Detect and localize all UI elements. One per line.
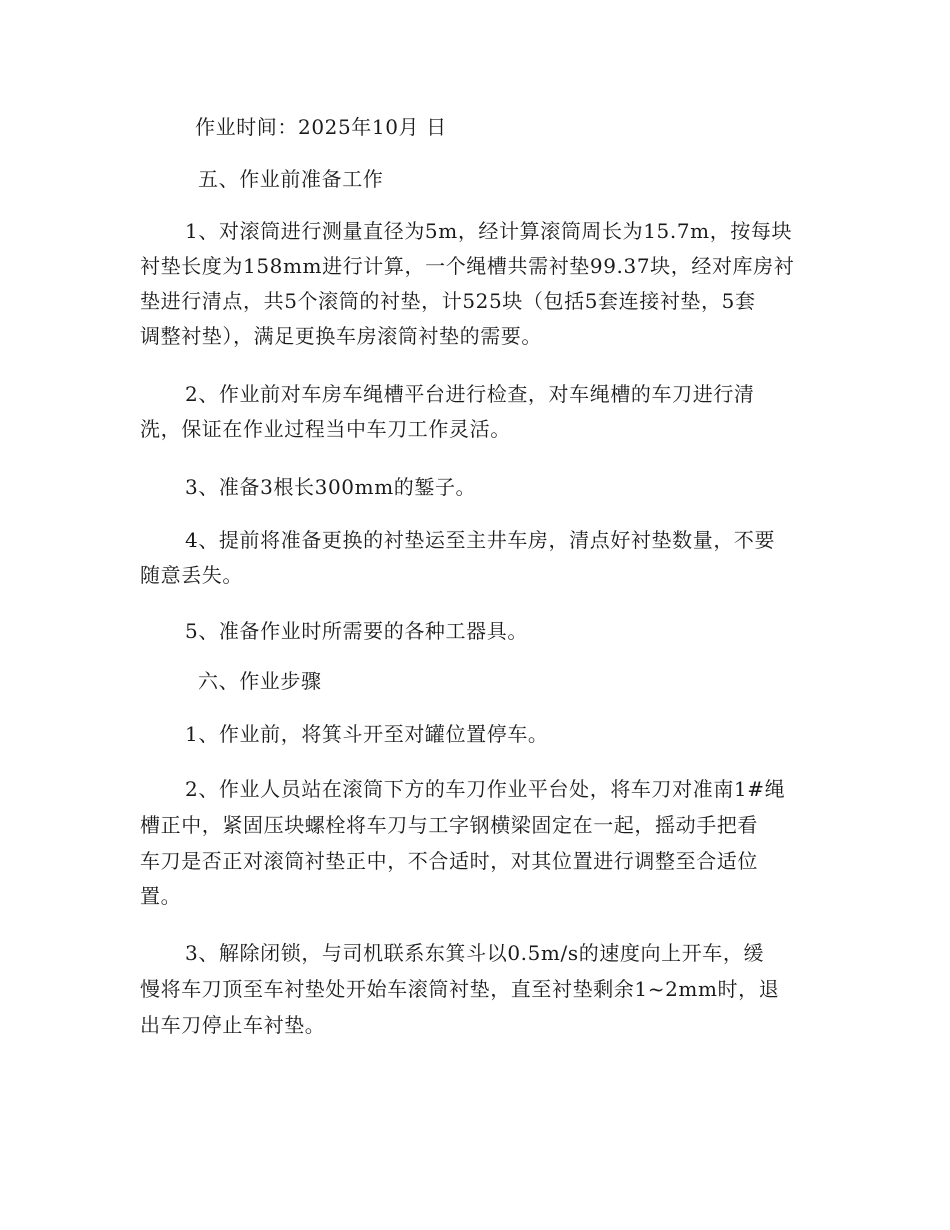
paragraph-line: 衬垫长度为158mm进行计算，一个绳槽共需衬垫99.37块，经对库房衬 bbox=[140, 254, 795, 278]
work-time: 作业时间：2025年10月 日 bbox=[195, 115, 447, 139]
paragraph-line: 2、作业前对车房车绳槽平台进行检查，对车绳槽的车刀进行清 bbox=[185, 382, 755, 406]
paragraph-line: 调整衬垫），满足更换车房滚筒衬垫的需要。 bbox=[140, 324, 542, 348]
paragraph-line: 垫进行清点，共5个滚筒的衬垫，计525块（包括5套连接衬垫，5套 bbox=[140, 289, 756, 313]
paragraph-line: 慢将车刀顶至车衬垫处开始车滚筒衬垫，直至衬垫剩余1~2mm时，退 bbox=[140, 977, 780, 1001]
paragraph-line: 车刀是否正对滚筒衬垫正中，不合适时，对其位置进行调整至合适位 bbox=[140, 849, 758, 873]
paragraph-line: 随意丢失。 bbox=[140, 563, 243, 587]
paragraph-line: 洗，保证在作业过程当中车刀工作灵活。 bbox=[140, 417, 511, 441]
paragraph-line: 4、提前将准备更换的衬垫运至主井车房，清点好衬垫数量，不要 bbox=[185, 528, 776, 552]
section-5-title: 五、作业前准备工作 bbox=[198, 167, 384, 191]
paragraph-line: 1、对滚筒进行测量直径为5m，经计算滚筒周长为15.7m，按每块 bbox=[185, 219, 793, 243]
paragraph-line: 3、解除闭锁，与司机联系东箕斗以0.5m/s的速度向上开车，缓 bbox=[185, 941, 765, 965]
paragraph-line: 槽正中，紧固压块螺栓将车刀与工字钢横梁固定在一起，摇动手把看 bbox=[140, 813, 758, 837]
section-6-title: 六、作业步骤 bbox=[198, 669, 322, 693]
paragraph-line: 5、准备作业时所需要的各种工器具。 bbox=[185, 619, 528, 643]
paragraph-line: 出车刀停止车衬垫。 bbox=[140, 1013, 326, 1037]
paragraph-line: 置。 bbox=[140, 884, 182, 908]
paragraph-line: 2、作业人员站在滚筒下方的车刀作业平台处，将车刀对准南1#绳 bbox=[185, 777, 786, 801]
paragraph-line: 1、作业前，将箕斗开至对罐位置停车。 bbox=[185, 722, 549, 746]
paragraph-line: 3、准备3根长300mm的錾子。 bbox=[185, 475, 477, 499]
